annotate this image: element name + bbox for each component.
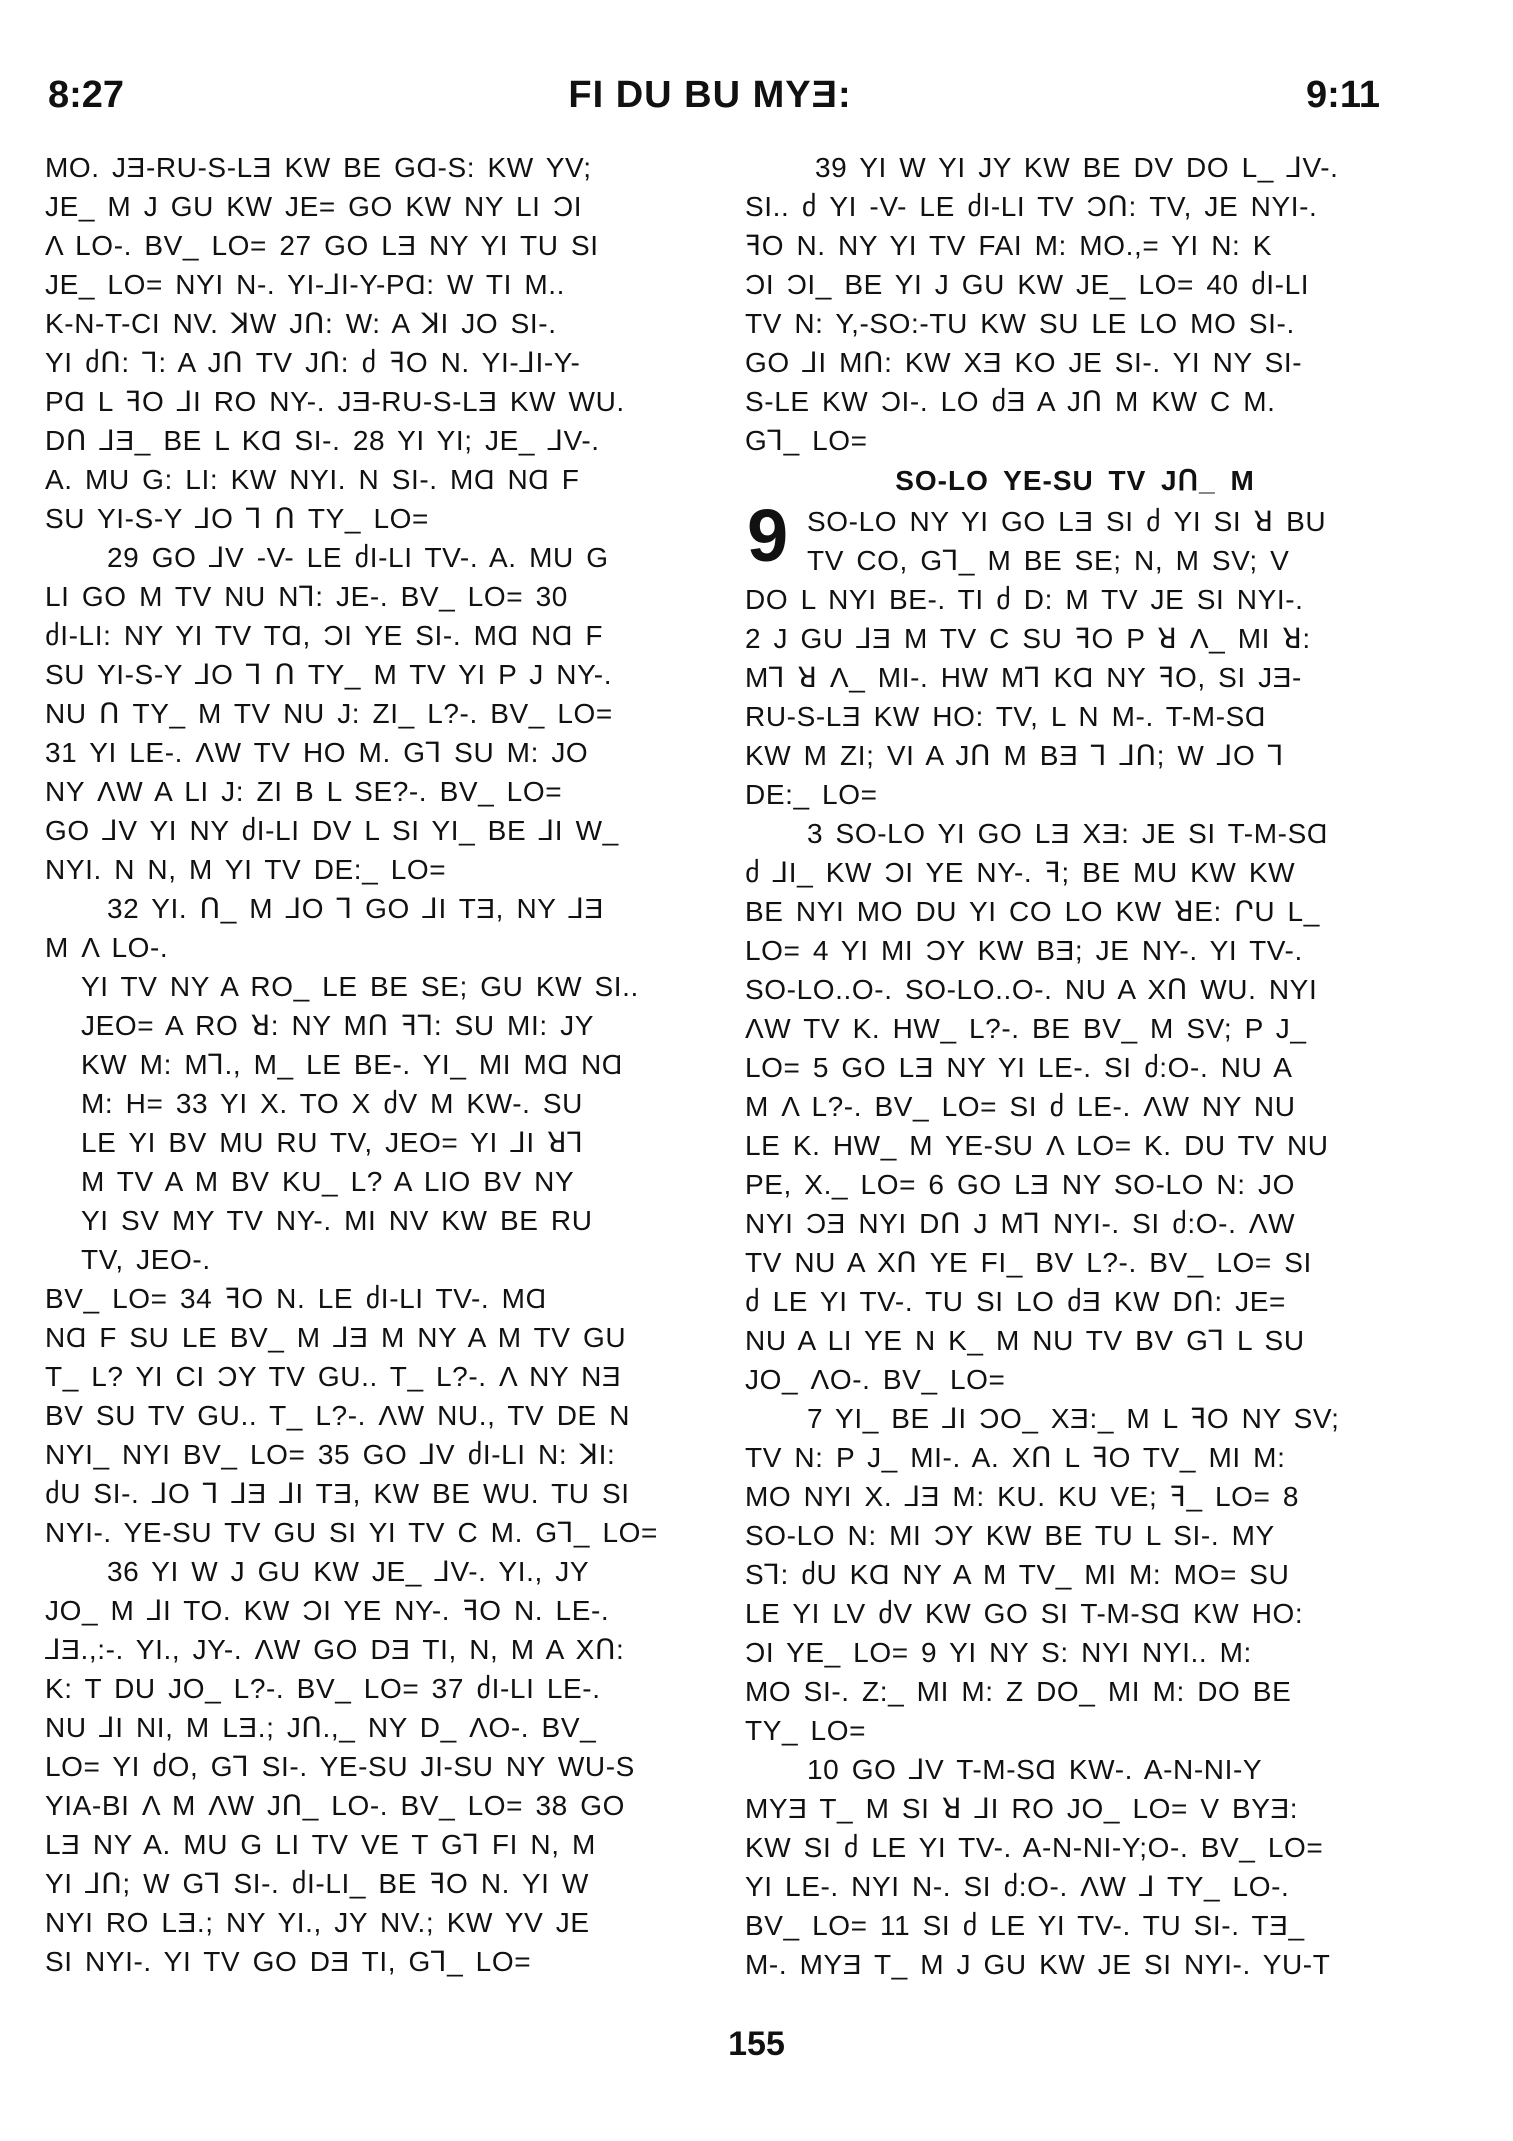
text-line: LO= 4 YI MI ƆY KW BƎ; JE NY-. YI TV-. — [745, 935, 1303, 966]
text-line: ძ ⅃I_ KW ƆI YE NY-. ꟻ; BE MU KW KW — [745, 857, 1296, 888]
text-line: NY ΛW A LI J: ZI B L SE?-. BV_ LO= — [45, 776, 563, 807]
text-line: SꞀ: ძU KⱭ NY A M TV_ MI M: MO= SU — [745, 1559, 1290, 1590]
text-line: NYI. N N, M YI TV DE:_ LO= — [45, 854, 447, 885]
text-line: YI SV MY TV NY-. MI NV KW BE RU — [81, 1205, 593, 1236]
text-line: YI ძՈ: Ꞁ: A JՈ TV JՈ: ძ ꟻO N. YI-⅃I-Y- — [45, 347, 581, 378]
text-line: LE K. HW_ M YE-SU Λ LO= K. DU TV NU — [745, 1130, 1329, 1161]
text-line: 2 J GU ⅃Ǝ M TV C SU ꟻO P ꓤ Λ_ MI ꓤ: — [745, 623, 1311, 654]
text-line: SO-LO N: MI ƆY KW BE TU L SI-. MY — [745, 1520, 1275, 1551]
text-line: SI.. ძ YI -V- LE ძI-LI TV ƆՈ: TV, JE NYI-. — [745, 191, 1318, 222]
text-line: TV N: P J_ MI-. A. XՈ L ꟻO TV_ MI M: — [745, 1442, 1286, 1473]
running-head — [40, 74, 1380, 124]
text-line: TV, JEO-. — [81, 1244, 211, 1275]
text-line: ⅃Ǝ.,:-. YI., JY-. ΛW GO DƎ TI, N, M A XՈ: — [45, 1634, 625, 1665]
text-line: ძI-LI: NY YI TV TⱭ, ƆI YE SI-. MⱭ NⱭ F — [45, 620, 604, 651]
text-line: JE_ M J GU KW JE= GO KW NY LI ƆI — [45, 191, 583, 222]
text-line: LO= 5 GO LƎ NY YI LE-. SI ძ:O-. NU A — [745, 1052, 1293, 1083]
text-line: LE YI LV ძV KW GO SI T-M-SⱭ KW HO: — [745, 1598, 1304, 1629]
text-line: YI ⅃Ո; W GꞀ SI-. ძI-LI_ BE ꟻO N. YI W — [45, 1868, 589, 1899]
text-line: DO L NYI BE-. TI ძ D: M TV JE SI NYI-. — [745, 584, 1304, 615]
chapter-opening-lines — [745, 502, 1405, 580]
text-line: Λ LO-. BV_ LO= 27 GO LƎ NY YI TU SI — [45, 230, 599, 261]
header-right-reference: 9:11 — [1306, 74, 1380, 116]
text-line: NⱭ F SU LE BV_ M ⅃Ǝ M NY A M TV GU — [45, 1322, 627, 1353]
text-line: K-N-T-CI NV. ꓘW JՈ: W: A ꓘI JO SI-. — [45, 308, 557, 339]
text-line: GꞀ_ LO= — [745, 425, 868, 456]
chapter-opening-line: TV CO, GꞀ_ M BE SE; N, M SV; V — [807, 545, 1290, 576]
text-line: ƆI ƆI_ BE YI J GU KW JE_ LO= 40 ძI-LI — [745, 269, 1310, 300]
text-line: MꞀ ꓤ Λ_ MI-. HW MꞀ KⱭ NY ꟻO, SI JƎ- — [745, 662, 1302, 693]
text-line: 32 YI. Ո_ M ⅃O Ꞁ GO ⅃I TƎ, NY ⅃Ǝ — [107, 893, 604, 924]
text-line: ΛW TV K. HW_ L?-. BE BV_ M SV; P J_ — [745, 1013, 1307, 1044]
text-line: KW M ZI; VI A JՈ M BƎ Ꞁ ⅃Ո; W ⅃O Ꞁ — [745, 740, 1284, 771]
text-line: JO_ ΛO-. BV_ LO= — [745, 1364, 1006, 1395]
text-line: 10 GO ⅃V T-M-SⱭ KW-. A-N-NI-Y — [807, 1754, 1263, 1785]
text-line: ƆI YE_ LO= 9 YI NY S: NYI NYI.. M: — [745, 1637, 1252, 1668]
text-line: NU ⅃I NI, M LƎ.; JՈ.,_ NY D_ ΛO-. BV_ — [45, 1712, 597, 1743]
text-line: SI NYI-. YI TV GO DƎ TI, GꞀ_ LO= — [45, 1946, 532, 1977]
text-line: 31 YI LE-. ΛW TV HO M. GꞀ SU M: JO — [45, 737, 589, 768]
section-heading: SO-LO YE-SU TV JՈ_ M — [895, 465, 1255, 496]
text-line: M Λ L?-. BV_ LO= SI ძ LE-. ΛW NY NU — [745, 1091, 1296, 1122]
text-line: MO SI-. Z:_ MI M: Z DO_ MI M: DO BE — [745, 1676, 1292, 1707]
text-line: SU YI-S-Y ⅃O Ꞁ Ո TY_ LO= — [45, 503, 429, 534]
text-line: DՈ ⅃Ǝ_ BE L KⱭ SI-. 28 YI YI; JE_ ⅃V-. — [45, 425, 600, 456]
text-line: DE:_ LO= — [745, 779, 878, 810]
text-line: S-LE KW ƆI-. LO ძƎ A JՈ M KW C M. — [745, 386, 1276, 417]
text-line: YI TV NY A RO_ LE BE SE; GU KW SI.. — [81, 971, 639, 1002]
text-line: GO ⅃I MՈ: KW XƎ KO JE SI-. YI NY SI- — [745, 347, 1303, 378]
text-line: 36 YI W J GU KW JE_ ⅃V-. YI., JY — [107, 1556, 590, 1587]
right-column-bottom-block — [745, 580, 1405, 1984]
left-text-column — [45, 148, 710, 1981]
text-line: NYI_ NYI BV_ LO= 35 GO ⅃V ძI-LI N: ꓘI: — [45, 1439, 616, 1470]
text-line: PⱭ L ꟻO ⅃I RO NY-. JƎ-RU-S-LƎ KW WU. — [45, 386, 625, 417]
text-line: TY_ LO= — [745, 1715, 867, 1746]
text-line: NYI RO LƎ.; NY YI., JY NV.; KW YV JE — [45, 1907, 590, 1938]
text-line: ძ LE YI TV-. TU SI LO ძƎ KW DՈ: JE= — [745, 1286, 1287, 1317]
text-line: K: T DU JO_ L?-. BV_ LO= 37 ძI-LI LE-. — [45, 1673, 601, 1704]
text-line: JEO= A RO ꓤ: NY MՈ ꟻꞀ: SU MI: JY — [81, 1010, 594, 1041]
text-line: KW M: MꞀ., M_ LE BE-. YI_ MI MⱭ NⱭ — [81, 1049, 623, 1080]
text-line: JE_ LO= NYI N-. YI-⅃I-Y-PⱭ: W TI M.. — [45, 269, 566, 300]
text-line: TV N: Y,-SO:-TU KW SU LE LO MO SI-. — [745, 308, 1295, 339]
text-line: BV SU TV GU.. T_ L?-. ΛW NU., TV DE N — [45, 1400, 631, 1431]
right-text-column — [745, 148, 1405, 1984]
text-line: MO NYI X. ⅃Ǝ M: KU. KU VE; ꟻ_ LO= 8 — [745, 1481, 1300, 1512]
text-line: LI GO M TV NU NꞀ: JE-. BV_ LO= 30 — [45, 581, 568, 612]
text-line: NU Ո TY_ M TV NU J: ZI_ L?-. BV_ LO= — [45, 698, 613, 729]
chapter-number: 9 — [747, 494, 789, 577]
text-line: BV_ LO= 11 SI ძ LE YI TV-. TU SI-. TƎ_ — [745, 1910, 1305, 1941]
text-line: NYI-. YE-SU TV GU SI YI TV C M. GꞀ_ LO= — [45, 1517, 658, 1548]
text-line: BE NYI MO DU YI CO LO KW ꓤE: ՐU L_ — [745, 896, 1320, 927]
text-line: NYI ƆƎ NYI DՈ J MꞀ NYI-. SI ძ:O-. ΛW — [745, 1208, 1296, 1239]
text-line: TV NU A XՈ YE FI_ BV L?-. BV_ LO= SI — [745, 1247, 1312, 1278]
text-line: RU-S-LƎ KW HO: TV, L N M-. T-M-SⱭ — [745, 701, 1267, 732]
text-line: 39 YI W YI JY KW BE DV DO L_ ⅃V-. — [815, 152, 1339, 183]
text-line: 3 SO-LO YI GO LƎ XƎ: JE SI T-M-SⱭ — [807, 818, 1328, 849]
page-number: 155 — [728, 2025, 785, 2063]
text-line: NU A LI YE N K_ M NU TV BV GꞀ L SU — [745, 1325, 1305, 1356]
text-line: M: H= 33 YI X. TO X ძV M KW-. SU — [81, 1088, 583, 1119]
text-line: M TV A M BV KU_ L? A LIO BV NY — [81, 1166, 575, 1197]
text-line: BV_ LO= 34 ꟻO N. LE ძI-LI TV-. MⱭ — [45, 1283, 547, 1314]
text-line: SO-LO..O-. SO-LO..O-. NU A XՈ WU. NYI — [745, 974, 1318, 1005]
text-line: YIA-BI Λ M ΛW JՈ_ LO-. BV_ LO= 38 GO — [45, 1790, 625, 1821]
text-line: KW SI ძ LE YI TV-. A-N-NI-Y;O-. BV_ LO= — [745, 1832, 1324, 1863]
chapter-opening-line: SO-LO NY YI GO LƎ SI ძ YI SI ꓤ BU — [807, 506, 1327, 537]
right-column-top-block — [745, 148, 1405, 460]
text-line: M Λ LO-. — [45, 932, 169, 963]
text-line: LO= YI ძO, GꞀ SI-. YE-SU JI-SU NY WU-S — [45, 1751, 635, 1782]
chapter-opening — [745, 494, 1405, 580]
header-book-title: FI DU BU MYƎ: — [568, 74, 852, 116]
text-line: GO ⅃V YI NY ძI-LI DV L SI YI_ BE ⅃I W_ — [45, 815, 619, 846]
text-line: M-. MYƎ T_ M J GU KW JE SI NYI-. YU-T — [745, 1949, 1331, 1980]
text-line: SU YI-S-Y ⅃O Ꞁ Ո TY_ M TV YI P J NY-. — [45, 659, 613, 690]
text-line: ꟻO N. NY YI TV FAI M: MO.,= YI N: K — [745, 230, 1273, 261]
text-line: 29 GO ⅃V -V- LE ძI-LI TV-. A. MU G — [107, 542, 609, 573]
text-line: A. MU G: LI: KW NYI. N SI-. MⱭ NⱭ F — [45, 464, 580, 495]
text-line: MO. JƎ-RU-S-LƎ KW BE GⱭ-S: KW YV; — [45, 152, 592, 183]
text-line: T_ L? YI CI ƆY TV GU.. T_ L?-. Λ NY NƎ — [45, 1361, 622, 1392]
header-left-reference: 8:27 — [48, 74, 125, 116]
text-line: PE, X._ LO= 6 GO LƎ NY SO-LO N: JO — [745, 1169, 1295, 1200]
text-line: LE YI BV MU RU TV, JEO= YI ⅃I ꓤꞀ — [81, 1127, 584, 1158]
text-line: JO_ M ⅃I TO. KW ƆI YE NY-. ꟻO N. LE-. — [45, 1595, 610, 1626]
text-line: YI LE-. NYI N-. SI ძ:O-. ΛW ⅃ TY_ LO-. — [745, 1871, 1290, 1902]
text-line: LƎ NY A. MU G LI TV VE T GꞀ FI N, M — [45, 1829, 596, 1860]
text-line: MYƎ T_ M SI ꓤ ⅃I RO JO_ LO= V BYƎ: — [745, 1793, 1299, 1824]
text-line: 7 YI_ BE ⅃I ƆO_ XƎ:_ M L ꟻO NY SV; — [807, 1403, 1340, 1434]
text-line: ძU SI-. ⅃O Ꞁ ⅃Ǝ ⅃I TƎ, KW BE WU. TU SI — [45, 1478, 630, 1509]
